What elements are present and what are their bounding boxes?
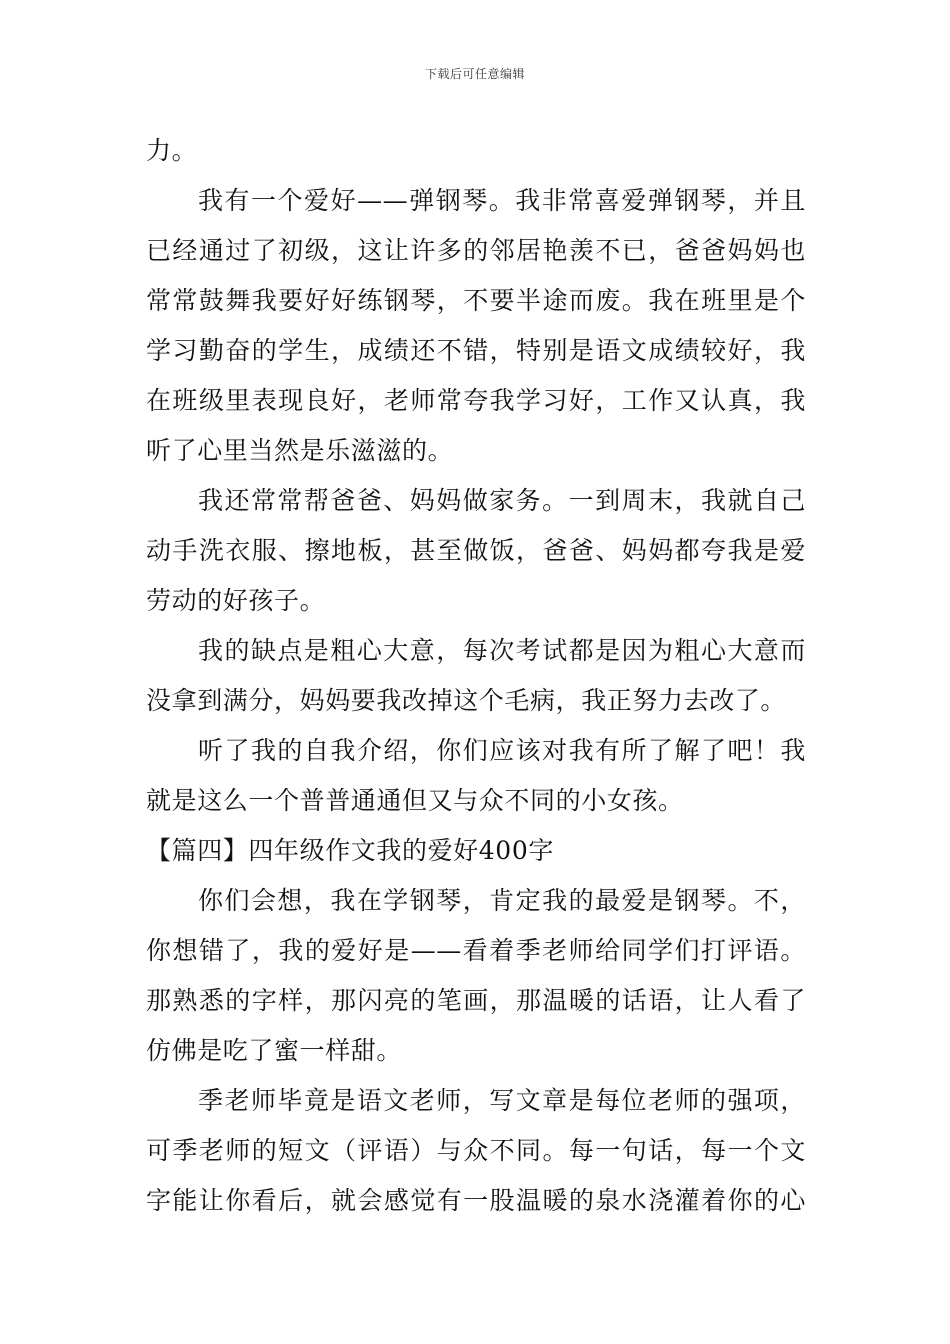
section-heading: 【篇四】四年级作文我的爱好400字 — [146, 836, 554, 865]
text-line: 那熟悉的字样，那闪亮的笔画，那温暖的话语，让人看了 — [146, 986, 806, 1015]
page-header: 下载后可任意编辑 — [424, 67, 525, 81]
text-line: 已经通过了初级，这让许多的邻居艳羡不已，爸爸妈妈也 — [146, 236, 806, 265]
text-line: 动手洗衣服、擦地板，甚至做饭，爸爸、妈妈都夸我是爱 — [146, 536, 806, 565]
text-line: 可季老师的短文（评语）与众不同。每一句话，每一个文 — [146, 1136, 806, 1165]
text-line: 你想错了，我的爱好是——看着季老师给同学们打评语。 — [146, 936, 806, 965]
text-line: 我有一个爱好——弹钢琴。我非常喜爱弹钢琴，并且 — [198, 186, 806, 215]
text-line: 字能让你看后，就会感觉有一股温暖的泉水浇灌着你的心 — [146, 1186, 806, 1215]
text-line: 没拿到满分，妈妈要我改掉这个毛病，我正努力去改了。 — [146, 686, 787, 715]
text-line: 听了我的自我介绍，你们应该对我有所了解了吧！我 — [198, 736, 806, 765]
text-line: 力。 — [146, 136, 198, 165]
text-line: 我的缺点是粗心大意，每次考试都是因为粗心大意而 — [198, 636, 806, 665]
text-line: 在班级里表现良好，老师常夸我学习好，工作又认真，我 — [146, 386, 806, 415]
text-line: 我还常常帮爸爸、妈妈做家务。一到周末，我就自己 — [198, 486, 806, 515]
text-line: 季老师毕竟是语文老师，写文章是每位老师的强项， — [198, 1086, 806, 1115]
text-line: 常常鼓舞我要好好练钢琴，不要半途而废。我在班里是个 — [146, 286, 806, 315]
text-line: 就是这么一个普普通通但又与众不同的小女孩。 — [146, 786, 684, 815]
text-line: 劳动的好孩子。 — [146, 586, 326, 615]
text-line: 听了心里当然是乐滋滋的。 — [146, 436, 454, 465]
text-line: 你们会想，我在学钢琴，肯定我的最爱是钢琴。不， — [198, 886, 806, 915]
text-line: 学习勤奋的学生，成绩还不错，特别是语文成绩较好，我 — [146, 336, 806, 365]
text-line: 仿佛是吃了蜜一样甜。 — [146, 1036, 403, 1065]
body-text — [146, 126, 806, 1226]
